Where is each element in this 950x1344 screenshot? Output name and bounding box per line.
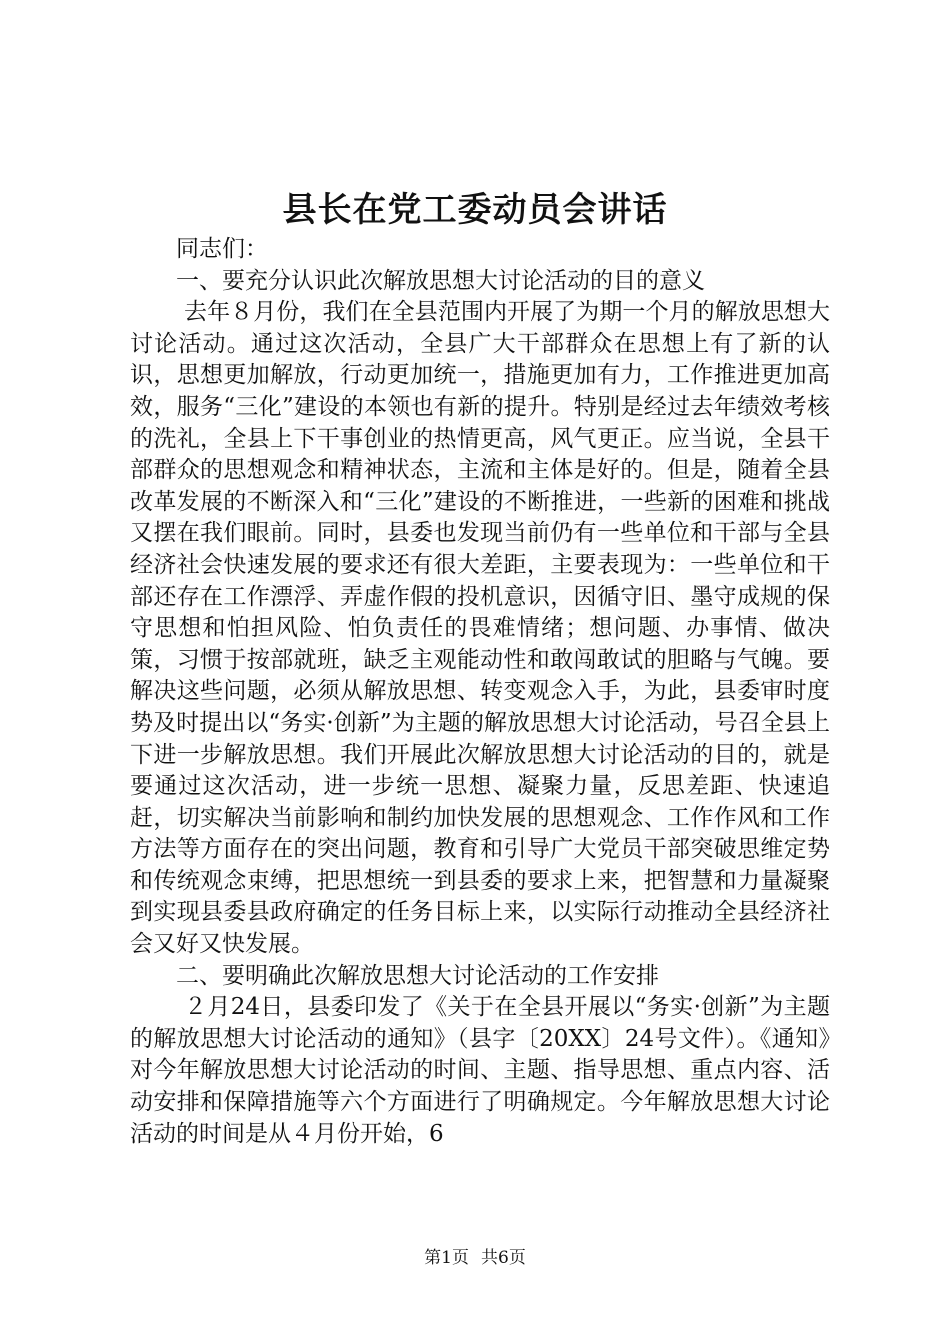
section-heading-2: 二、要明确此次解放思想大讨论活动的工作安排 <box>176 962 659 989</box>
salutation: 同志们： <box>176 236 268 262</box>
page-number: 第1页 <box>424 1248 469 1268</box>
document-title: 县长在党工委动员会讲话 <box>282 190 668 230</box>
paragraph-2: ２月24日，县委印发了《关于在全县开展以“务实·创新”为主题的解放思想大讨论活动的通知》（县字〔20XX〕24号文件）。《通知》对今年解放思想大讨论活动的时间、主题、指导思想、重点内容、活动安排和保障措施等六个方面进行了明确规定。今年解放思想大讨论活动的时间是从４月份开始，6 <box>130 994 830 1147</box>
document-body <box>130 234 830 1150</box>
page-footer <box>0 1246 950 1270</box>
section-heading-1: 一、要充分认识此次解放思想大讨论活动的目的意义 <box>176 267 705 294</box>
page-total: 共6页 <box>481 1248 526 1268</box>
paragraph-1: 去年８月份，我们在全县范围内开展了为期一个月的解放思想大讨论活动。通过这次活动，全县广大干部群众在思想上有了新的认识，思想更加解放，行动更加统一，措施更加有力，工作推进更加高效，服务“三化”建设的本领也有新的提升。特别是经过去年绩效考核的洗礼，全县上下干事创业的热情更高，风气更正。应当说，全县干部群众的思想观念和精神状态，主流和主体是好的。但是，随着全县改革发展的不断深入和“三化”建设的不断推进，一些新的困难和挑战又摆在我们眼前。同时，县委也发现当前仍有一些单位和干部与全县经济社会快速发展的要求还有很大差距，主要表现为：一些单位和干部还存在工作漂浮、弄虚作假的投机意识，因循守旧、墨守成规的保守思想和怕担风险、怕负责任的畏难情绪；想问题、办事情、做决策，习惯于按部就班，缺乏主观能动性和敢闯敢试的胆略与气魄。要解决这些问题，必须从解放思想、转变观念入手，为此，县委审时度势及时提出以“务实·创新”为主题的解放思想大讨论活动，号召全县上下进一步解放思想。我们开展此次解放思想大讨论活动的目的，就是要通过这次活动，进一步统一思想、凝聚力量，反思差距、快速追赶，切实解决当前影响和制约加快发展的思想观念、工作作风和工作方法等方面存在的突出问题，教育和引导广大党员干部突破思维定势和传统观念束缚，把思想统一到县委的要求上来，把智慧和力量凝聚到实现县委县政府确定的任务目标上来，以实际行动推动全县经济社会又好又快发展。 <box>130 299 830 958</box>
